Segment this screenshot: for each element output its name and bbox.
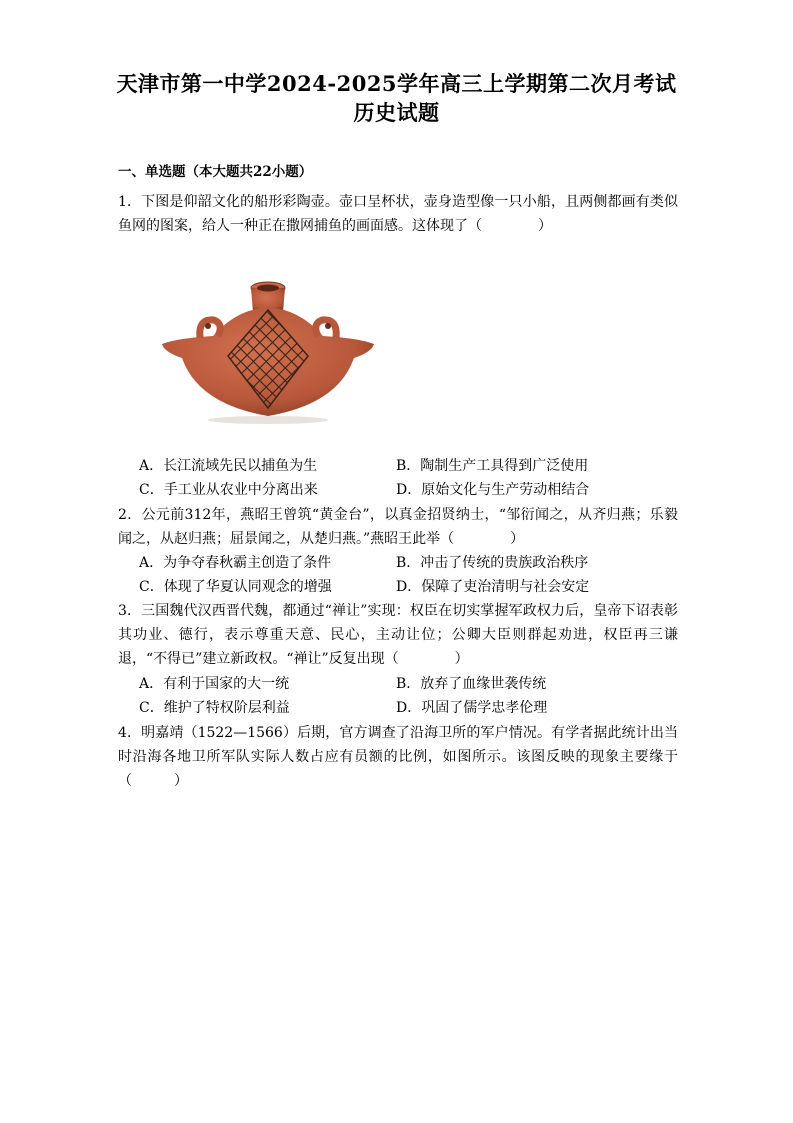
- q1-option-a[interactable]: A．长江流域先民以捕鱼为生: [139, 458, 318, 474]
- q3-option-d[interactable]: D．巩固了儒学忠孝伦理: [396, 700, 548, 716]
- q1-option-d[interactable]: D．原始文化与生产劳动相结合: [396, 482, 590, 498]
- q1-option-b[interactable]: B．陶制生产工具得到广泛使用: [396, 458, 589, 474]
- q2-option-c[interactable]: C．体现了华夏认同观念的增强: [139, 579, 332, 595]
- paper-subtitle: 历史试题: [353, 100, 440, 125]
- section-heading: 一、单选题（本大题共22小题）: [118, 164, 313, 180]
- q2-option-d[interactable]: D．保障了吏治清明与社会安定: [396, 579, 590, 595]
- q3-option-b[interactable]: B．放弃了血缘世袭传统: [396, 676, 547, 692]
- question-2-stem: 2．公元前312年，燕昭王曾筑“黄金台”，以真金招贤纳士，“邹衍闻之，从齐归燕；乐毅闻之，从赵归燕；屈景闻之，从楚归燕。”燕昭王此举（ ）: [118, 507, 678, 547]
- question-3-stem: 3．三国魏代汉西晋代魏，都通过“禅让”实现：权臣在切实掌握军政权力后，皇帝下诏表彰其功业、德行，表示尊重天意、民心，主动让位；公卿大臣则群起劝进，权臣再三谦退，“不得已”建立新政权。“禅让”反复出现（ ）: [118, 603, 678, 667]
- paper-title: 天津市第一中学2024-2025学年高三上学期第二次月考试: [116, 71, 677, 96]
- question-1-stem: 1．下图是仰韶文化的船形彩陶壶。壶口呈杯状，壶身造型像一只小船，且两侧都画有类似鱼网的图案，给人一种正在撒网捕鱼的画面感。这体现了（ ）: [118, 194, 678, 234]
- q1-option-c[interactable]: C．手工业从农业中分离出来: [139, 482, 318, 498]
- q2-option-b[interactable]: B．冲击了传统的贵族政治秩序: [396, 555, 589, 571]
- question-4-stem: 4．明嘉靖（1522—1566）后期，官方调查了沿海卫所的军户情况。有学者据此统计出当时沿海各地卫所军队实际人数占应有员额的比例，如图所示。该图反映的现象主要缘于（ ）: [118, 725, 678, 789]
- q3-option-a[interactable]: A．有利于国家的大一统: [139, 676, 290, 692]
- q2-option-a[interactable]: A．为争夺春秋霸主创造了条件: [139, 555, 332, 571]
- pottery-vase-image: [158, 278, 378, 426]
- q3-option-c[interactable]: C．维护了特权阶层利益: [139, 700, 290, 716]
